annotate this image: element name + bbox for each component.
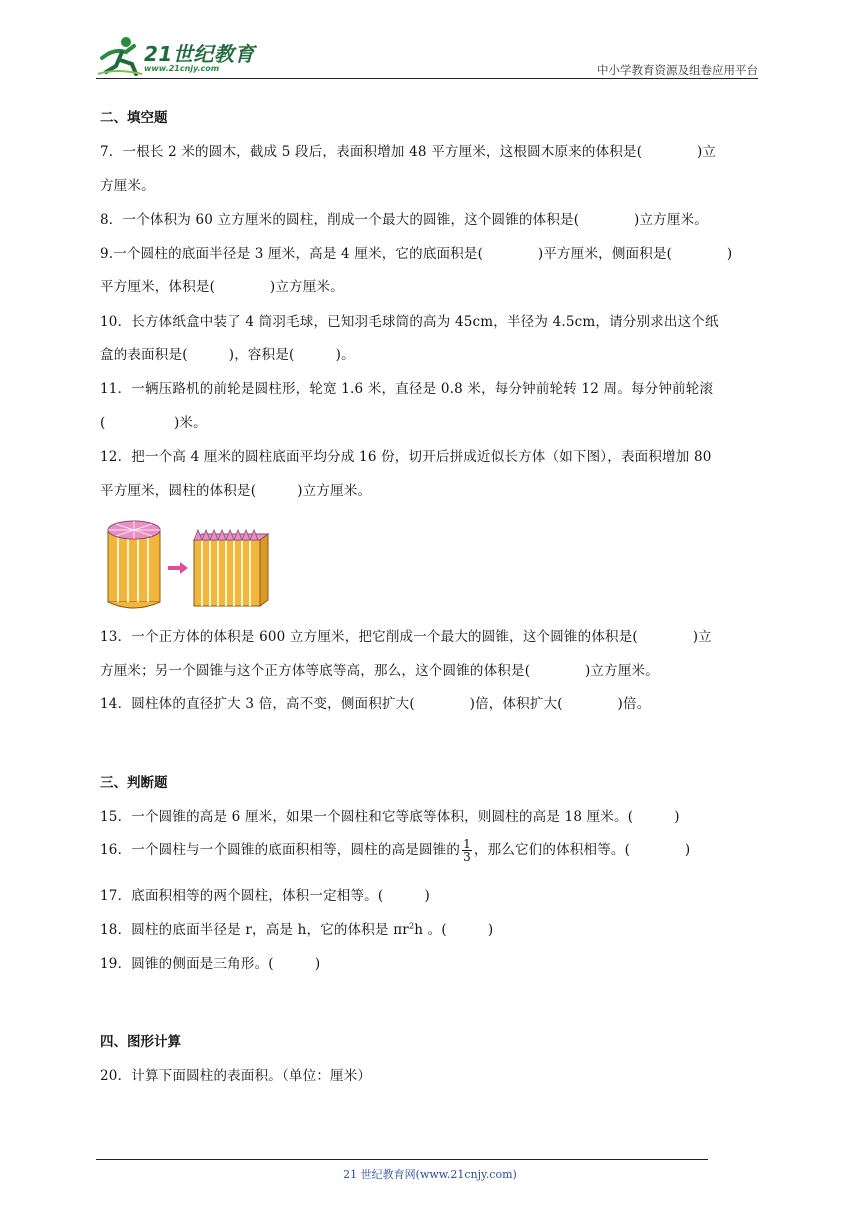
logo-text: 21世纪教育 xyxy=(144,42,255,66)
question-7-line2: 方厘米。 xyxy=(100,178,155,194)
fraction-numerator: 1 xyxy=(463,837,471,851)
prism-illustration xyxy=(194,530,268,606)
question-15: 15．一个圆锥的高是 6 厘米，如果一个圆柱和它等底等体积，则圆柱的高是 18 厘米。( ) xyxy=(100,809,680,825)
cylinder-illustration xyxy=(108,521,160,608)
question-8: 8．一个体积为 60 立方厘米的圆柱，削成一个最大的圆锥，这个圆锥的体积是( )立方厘米。 xyxy=(100,212,708,228)
logo-url: www.21cnjy.com xyxy=(144,64,220,73)
platform-title: 中小学教育资源及组卷应用平台 xyxy=(597,63,758,77)
section-title-judge: 三、判断题 xyxy=(100,775,168,791)
runner-logo-icon xyxy=(96,34,146,78)
section-title-fill: 二、填空题 xyxy=(100,110,168,126)
question-16-text-after: ，那么它们的体积相等。( ) xyxy=(473,842,691,858)
question-20: 20．计算下面圆柱的表面积。（单位：厘米） xyxy=(100,1068,372,1084)
question-12-line2: 平方厘米，圆柱的体积是( )立方厘米。 xyxy=(100,483,372,499)
fraction-denominator: 3 xyxy=(463,850,471,864)
question-13-line1: 13．一个正方体的体积是 600 立方厘米，把它削成一个最大的圆锥，这个圆锥的体积是( )立 xyxy=(100,629,712,645)
fraction-one-third xyxy=(462,838,472,863)
question-7-line1: 7．一根长 2 米的圆木，截成 5 段后，表面积增加 48 平方厘米，这根圆木原来的体积是( )立 xyxy=(100,144,717,160)
question-16-text-before: 16．一个圆柱与一个圆锥的底面积相等，圆柱的高是圆锥的 xyxy=(100,842,461,858)
question-19: 19．圆锥的侧面是三角形。( ) xyxy=(100,956,321,972)
question-13-line2: 方厘米；另一个圆锥与这个正方体等底等高，那么，这个圆锥的体积是( )立方厘米。 xyxy=(100,663,659,679)
question-18-text-before: 18．圆柱的底面半径是 r，高是 h，它的体积是 πr xyxy=(100,922,409,938)
question-9-line2: 平方厘米，体积是( )立方厘米。 xyxy=(100,279,344,295)
section-title-calc: 四、图形计算 xyxy=(100,1034,181,1050)
question-17: 17．底面积相等的两个圆柱，体积一定相等。( ) xyxy=(100,888,430,904)
superscript-two: 2 xyxy=(408,921,415,931)
question-14: 14．圆柱体的直径扩大 3 倍，高不变，侧面积扩大( )倍，体积扩大( )倍。 xyxy=(100,696,651,712)
cylinder-to-prism-figure xyxy=(104,518,274,610)
question-11-line2: ( )米。 xyxy=(100,415,207,431)
question-16 xyxy=(100,838,690,863)
question-18-text-after: h 。( ) xyxy=(414,922,494,938)
question-12-line1: 12．把一个高 4 厘米的圆柱底面平均分成 16 份，切开后拼成近似长方体（如下图），表面积增加 80 xyxy=(100,449,712,465)
footer-link[interactable]: 21 世纪教育网(www.21cnjy.com) xyxy=(343,1168,517,1181)
page-header xyxy=(96,34,758,80)
question-11-line1: 11．一辆压路机的前轮是圆柱形，轮宽 1.6 米，直径是 0.8 米，每分钟前轮转 12 周。每分钟前轮滚 xyxy=(100,381,714,397)
footer-divider xyxy=(96,1159,708,1160)
question-10-line1: 10．长方体纸盒中装了 4 筒羽毛球，已知羽毛球筒的高为 45cm，半径为 4.5cm，请分别求出这个纸 xyxy=(100,314,719,330)
logo xyxy=(96,34,266,78)
question-9-line1: 9.一个圆柱的底面半径是 3 厘米，高是 4 厘米，它的底面积是( )平方厘米，侧面积是( ) xyxy=(100,246,733,262)
question-10-line2: 盒的表面积是( )，容积是( )。 xyxy=(100,347,355,363)
arrow-icon xyxy=(168,562,188,574)
question-18 xyxy=(100,918,493,938)
header-divider xyxy=(96,78,758,79)
